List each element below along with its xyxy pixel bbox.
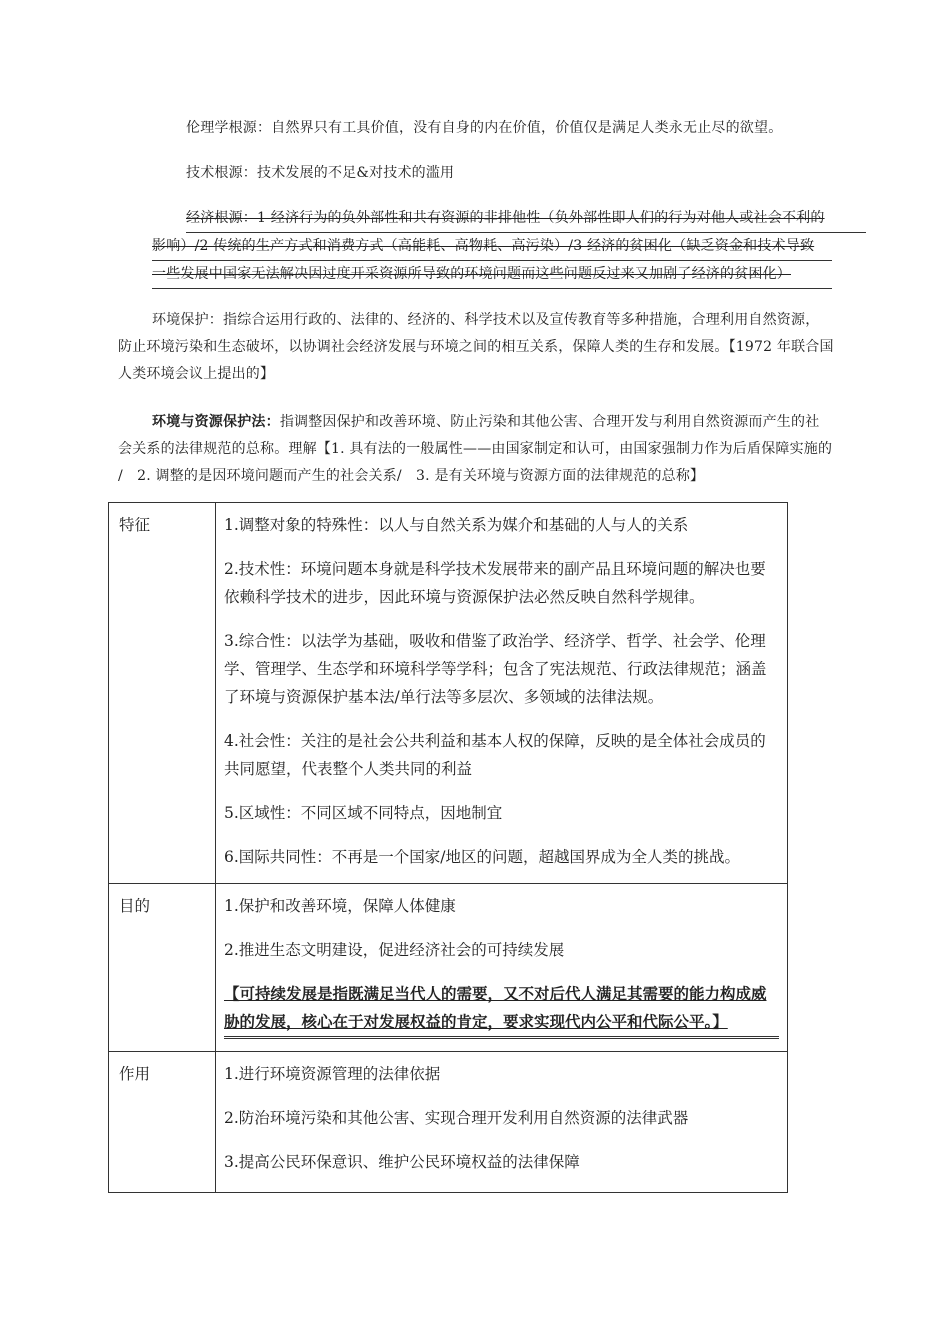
- feature-item: 1.调整对象的特殊性：以人与自然关系为媒介和基础的人与人的关系: [224, 516, 689, 534]
- law-term: 环境与资源保护法：: [152, 414, 280, 430]
- function-content: [216, 1052, 788, 1193]
- law-definition-paragraph: [118, 409, 838, 490]
- function-label: 作用: [109, 1052, 216, 1193]
- purpose-item: 2.推进生态文明建设，促进经济社会的可持续发展: [224, 941, 565, 959]
- law-definition-text: 指调整因保护和改善环境、防止污染和其他公害、合理开发与利用自然资源而产生的社: [279, 414, 820, 430]
- env-protection-line: 人类环境会议上提出的】: [118, 366, 275, 382]
- table-row-features: [109, 503, 788, 884]
- purpose-label: 目的: [109, 884, 216, 1052]
- features-content: [216, 503, 788, 884]
- function-item: 3.提高公民环保意识、维护公民环境权益的法律保障: [224, 1153, 580, 1171]
- table-row-purpose: [109, 884, 788, 1052]
- purpose-item: 1.保护和改善环境，保障人体健康: [224, 897, 456, 915]
- function-item: 1.进行环境资源管理的法律依据: [224, 1065, 441, 1083]
- feature-item: 3.综合性：以法学为基础，吸收和借鉴了政治学、经济学、哲学、社会学、伦理学、管理学、生态学和环境科学等学科；包含了宪法规范、行政法律规范；涵盖了环境与资源保护基本法/单行法等多层次、多领域的法律法规。: [224, 632, 767, 706]
- economic-line: 一些发展中国家无法解决因过度开采资源所导致的环境问题而这些问题反过来又加剧了经济的贫困化）: [152, 261, 832, 289]
- env-protection-line: 防止环境污染和生态破坏，以协调社会经济发展与环境之间的相互关系，保障人类的生存和发展。【1972 年联合国: [118, 339, 834, 355]
- feature-item: 6.国际共同性：不再是一个国家/地区的问题，超越国界成为全人类的挑战。: [224, 848, 741, 866]
- economic-line: 影响）/2 传统的生产方式和消费方式（高能耗、高物耗、高污染）/3 经济的贫困化（缺乏资金和技术导致: [152, 233, 832, 261]
- table-row-function: [109, 1052, 788, 1193]
- purpose-content: [216, 884, 788, 1052]
- feature-item: 5.区域性：不同区域不同特点，因地制宜: [224, 804, 503, 822]
- features-label: 特征: [109, 503, 216, 884]
- feature-item: 2.技术性：环境问题本身就是科学技术发展带来的副产品且环境问题的解决也要依赖科学技术的进步，因此环境与资源保护法必然反映自然科学规律。: [224, 560, 766, 606]
- env-protection-paragraph: [118, 307, 838, 388]
- economic-line: 经济根源：1 经济行为的负外部性和共有资源的非排他性（负外部性即人们的行为对他人或社会不利的: [186, 205, 866, 233]
- law-summary-table: [108, 502, 788, 1193]
- law-definition-line: / 2. 调整的是因环境问题而产生的社会关系/ 3. 是有关环境与资源方面的法律规范的总称】: [118, 468, 705, 484]
- feature-item: 4.社会性：关注的是社会公共利益和基本人权的保障，反映的是全体社会成员的共同愿望，代表整个人类共同的利益: [224, 732, 766, 778]
- function-item: 2.防治环境污染和其他公害、实现合理开发利用自然资源的法律武器: [224, 1109, 689, 1127]
- sustainable-development-note: 【可持续发展是指既满足当代人的需要，又不对后代人满足其需要的能力构成威胁的发展，核心在于对发展权益的肯定，要求实现代内公平和代际公平。】: [224, 980, 779, 1039]
- law-definition-line: 会关系的法律规范的总称。理解【1. 具有法的一般属性——由国家制定和认可，由国家强制力作为后盾保障实施的: [118, 441, 833, 457]
- ethics-root-paragraph: 伦理学根源：自然界只有工具价值，没有自身的内在价值，价值仅是满足人类永无止尽的欲望。: [186, 120, 783, 136]
- law-definition-line: [152, 409, 872, 436]
- tech-root-paragraph: 技术根源：技术发展的不足&对技术的滥用: [186, 165, 455, 181]
- economic-root-paragraph: [152, 205, 832, 289]
- env-protection-line: 环境保护：指综合运用行政的、法律的、经济的、科学技术以及宣传教育等多种措施，合理利用自然资源，: [152, 312, 820, 328]
